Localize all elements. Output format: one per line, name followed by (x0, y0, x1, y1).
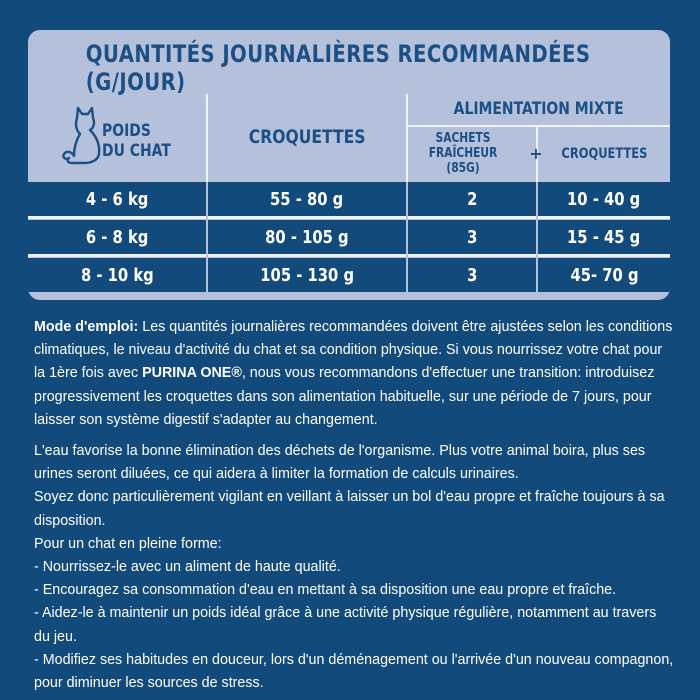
row-sachets: 2 (466, 188, 478, 210)
table-row (28, 220, 670, 254)
header-mixte (408, 94, 670, 125)
plus-sign: + (529, 144, 543, 164)
row-croquettes-mixte: 10 - 40 g (567, 188, 641, 210)
header-croquettes-label: CROQUETTES (248, 126, 366, 149)
forme-title: Pour un chat en pleine forme: (34, 535, 222, 552)
header-mixte-label: ALIMENTATION MIXTE (454, 98, 624, 119)
row-croquettes-mixte: 15 - 45 g (567, 226, 641, 248)
row-poids: 4 - 6 kg (85, 188, 149, 210)
mode-label: Mode d'emploi: (34, 319, 139, 335)
header-croquettes-mixte (538, 127, 670, 182)
mode-part2: , nous vous recommandons d'effectuer une transition: introduisez progressivement les croquettes dans son alimentation habituelle, sur une période de 7 jours, pour laisser son système digestif s'adapter au changement. (34, 365, 655, 428)
bullet-item: - Aidez-le à maintenir un poids idéal grâce à une activité physique régulière, notamment au travers du jeu. (34, 605, 657, 645)
row-sachets: 3 (466, 264, 478, 286)
header-poids (102, 114, 202, 170)
feeding-table (28, 30, 670, 300)
column-divider (206, 182, 208, 300)
header-poids-line1: POIDS (102, 121, 151, 142)
brand-name: PURINA ONE® (142, 365, 242, 382)
header-croquettes (208, 94, 406, 182)
table-row (28, 258, 670, 292)
row-croquettes: 80 - 105 g (265, 226, 349, 248)
header-sachets-line1: SACHETS (435, 131, 491, 147)
eau-paragraph (34, 440, 674, 695)
column-divider (536, 182, 538, 300)
row-croquettes-mixte: 45- 70 g (569, 264, 639, 286)
bullet-item: - Nourrissez-le avec un aliment de haute qualité. (34, 559, 341, 576)
row-croquettes: 55 - 80 g (270, 188, 344, 210)
header-sachets-line2: FRAÎCHEUR (85G) (428, 146, 498, 176)
vigilant-text: Soyez donc particulièrement vigilant en veillant à laisser un bol d'eau propre et fraîche toujours à sa disposition. (34, 489, 665, 529)
table-row (28, 182, 670, 216)
table-title: QUANTITÉS JOURNALIÈRES RECOMMANDÉES (G/JOUR) (85, 40, 591, 96)
header-poids-line2: DU CHAT (102, 141, 171, 161)
cat-silhouette-icon (58, 102, 106, 166)
mode-part1: Les quantités journalières recommandées doivent être ajustées selon les conditions climatiques, le niveau d'activité du chat et sa condition physique. Si vous nourrissez votre chat pour la 1ère fois avec (34, 319, 673, 382)
row-divider (28, 216, 670, 219)
row-divider (28, 254, 670, 257)
eau-text: L'eau favorise la bonne élimination des déchets de l'organisme. Plus votre animal boira, plus ses urines seront diluées, ce qui aidera à limiter la formation de calculs urinaires. (34, 443, 646, 483)
row-poids: 6 - 8 kg (85, 226, 149, 248)
row-poids: 8 - 10 kg (80, 264, 154, 286)
column-divider (406, 182, 408, 300)
row-sachets: 3 (466, 226, 478, 248)
mode-emploi-paragraph (34, 316, 674, 432)
header-sachets (408, 127, 518, 182)
row-croquettes: 105 - 130 g (260, 264, 354, 286)
bullet-item: - Encouragez sa consommation d'eau en mettant à sa disposition une eau propre et fraîche. (34, 582, 617, 599)
header-croquettes-mixte-label: CROQUETTES (560, 146, 647, 163)
bullet-item: - Modifiez ses habitudes en douceur, lors d'un déménagement ou l'arrivée d'un nouveau compagnon, pour diminuer les sources de stress. (34, 651, 674, 692)
